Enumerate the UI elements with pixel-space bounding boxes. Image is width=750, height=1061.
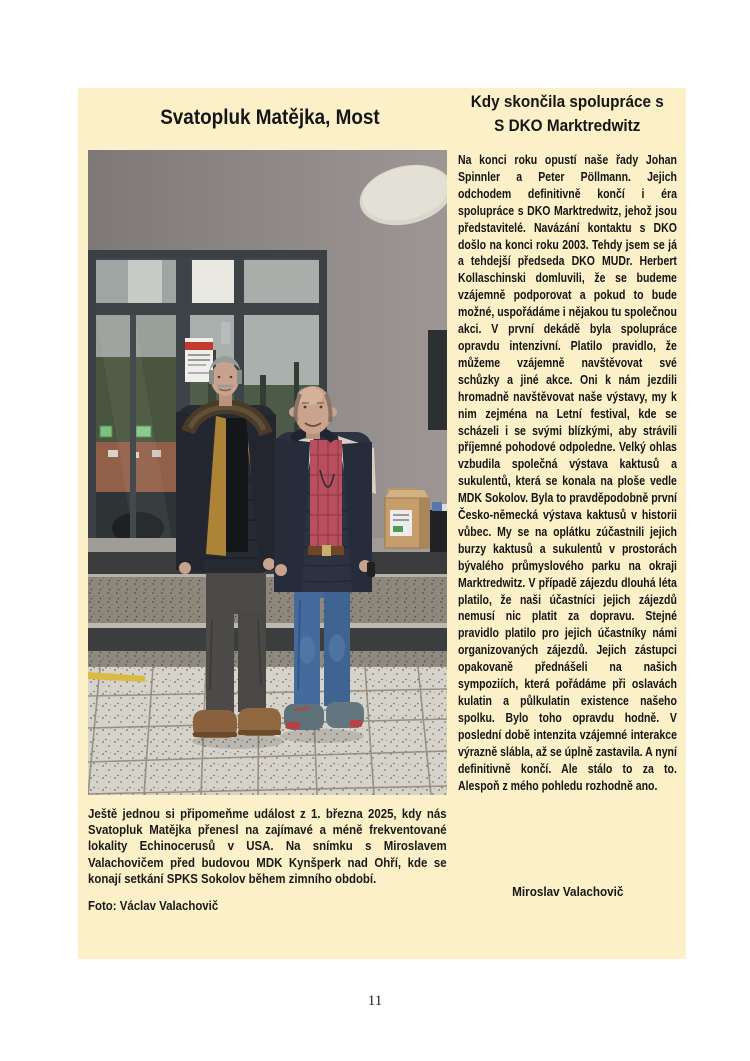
newsletter-panel bbox=[78, 88, 686, 959]
right-article-title bbox=[458, 90, 677, 138]
photo-caption-text: Ještě jednou si připomeňme událost z 1. března 2025, kdy nás Svatopluk Matějka přenesl na zajímavé a méně frekventované lokality Echinocerusů v USA. Na snímku s Miroslavem Valachovičem před budovou MDK Kynšperk nad Ohří, kde se konají setkání SPKS Sokolov během zimního období. bbox=[88, 806, 447, 886]
left-article-title-text: Svatopluk Matějka, Most bbox=[159, 106, 380, 129]
photo-caption bbox=[88, 806, 447, 887]
photo-illustration bbox=[88, 150, 447, 795]
side-window bbox=[428, 330, 447, 430]
door-handle bbox=[221, 322, 230, 344]
right-article-title-line1: Kdy skončila spolupráce s bbox=[470, 92, 665, 111]
article-signature-text: Miroslav Valachovič bbox=[511, 884, 624, 899]
right-article-body bbox=[458, 152, 677, 794]
article-signature bbox=[458, 884, 677, 899]
page-number: 11 bbox=[367, 993, 383, 1009]
photo-credit-text: Foto: Václav Valachovič bbox=[88, 898, 219, 913]
photo-credit bbox=[88, 898, 447, 913]
article-photo bbox=[88, 150, 447, 795]
right-article-body-text: Na konci roku opustí naše řady Johan Spinnler a Peter Pöllmann. Jejich odchodem definitivně končí i éra spolupráce s DKO Marktredwitz, jehož jsou představitelé. Navázání kontaktu s DKO došlo na konci roku 2003. Tehdy jsem se já a tehdejší předseda DKO MUDr. Herbert Kollaschinski domluvili, že se budeme vzájemně podporovat a pokud to bude možné, uspořádáme i nějakou tu společnou akci. V první dekádě byla spolupráce opravdu intenzivní. Platilo pravidlo, že můžeme vzájemně navštěvovat své schůzky a jiné akce. Oni k nám jezdili hromadně navštěvovat naše výstavy, my k nim zejména na Letní festival, kde se scházeli i se svými blízkými, aby strávili příjemné pohodové odpoledne. Velký ohlas vzbudila společná výstava kaktusů a sukulentů, která se konala na ploše vedle MDK Sokolov. Byla to pravděpodobně první Česko-německá výstava kaktusů v historii vůbec. My se na oplátku zúčastnili jejich burzy kaktusů a sukulentů v prostorách bývalého průmyslového parku na okraji Marktredwitz. V případě zájezdu dlouhá léta platilo, že naši účastníci jejich zájezdů nemusí nic platit za dopravu. Stejné pravidlo platilo pro jejich účastníky námi organizovaných zájezdů. Jejich zástupci opakovaně přednášeli na našich sympoziích, která pořádáme při oslavách kulatin a půlkulatin existence našeho spolku. Bylo toho opravdu hodně. V poslední době intenzita vzájemné interakce výrazně slábla, až se úplně zastavila. A nyní definitivně končí. Ale stálo to za to. Alespoň z mého pohledu rozhodně ano. bbox=[458, 153, 677, 793]
left-article-title bbox=[90, 106, 449, 130]
door-notice-sign bbox=[185, 338, 213, 382]
right-article-title-line2: S DKO Marktredwitz bbox=[494, 116, 641, 135]
